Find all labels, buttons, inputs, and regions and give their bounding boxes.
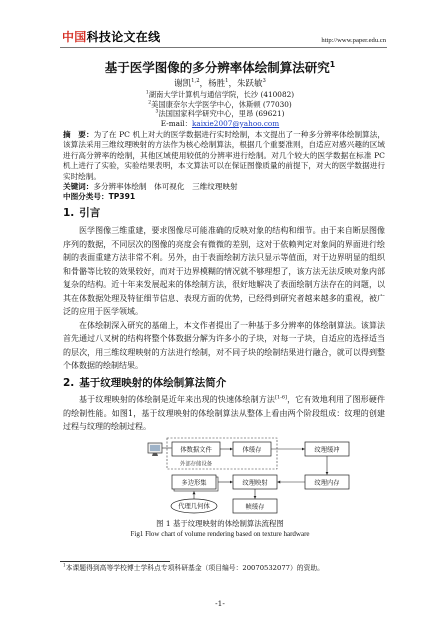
author-list	[0, 79, 440, 90]
author-name: 朱跃敏	[236, 79, 263, 89]
section-number: 1.	[63, 207, 75, 219]
affiliation-line	[0, 90, 440, 100]
abstract-label: 摘 要：	[63, 130, 94, 139]
affiliation-text: 湖南大学计算机与通信学院，长沙 (410082)	[148, 90, 295, 99]
footnote-marker: 1	[63, 562, 66, 568]
section-title: 引言	[79, 207, 101, 219]
author-affiliation-marker: 1	[225, 78, 229, 85]
section-body-texture-rendering	[63, 393, 385, 435]
section-body-introduction	[63, 224, 385, 374]
logo-red-text: 中国	[62, 30, 87, 44]
abstract-block	[63, 130, 385, 204]
author-separator: ，	[228, 79, 237, 89]
paper-title-text: 基于医学图像的多分辨率体绘制算法研究	[104, 60, 330, 75]
title-footnote-marker: 1	[329, 59, 336, 69]
node-label-volume-file: 体数据文件	[180, 446, 212, 454]
logo-black-text: 科技论文在线	[86, 30, 161, 44]
email-link[interactable]: kaixie2007@yahoo.com	[191, 118, 280, 128]
author-separator: ，	[199, 79, 209, 89]
page-number: -1-	[215, 599, 225, 608]
footnote	[63, 564, 385, 573]
node-label-frame-buffer: 帧缓存	[245, 503, 265, 511]
keywords-label: 关键词：	[63, 182, 94, 192]
paragraph: 在体绘制深入研究的基础上，本文作者提出了一种基于多分辨率的体绘制算法。该算法首先通过八叉树的结构将整个体数据分解为许多小的子块，对每一子块，自适应的选择适当的层次，用三维纹理映射的方法进行绘制，对不同子块的绘制结果进行融合，就可以得到整个体数据的绘制结果。	[63, 320, 385, 370]
abstract-text: 为了在 PC 机上对大的医学数据进行实时绘制，本文提出了一种多分辨率体绘制算法，该算法采用三维纹理映射的方法作为核心绘制算法，根据几个重要准则，自适应对感兴趣的区域进行高分辨率的绘制，其他区域使用较低的分辨率进行绘制。对几个较大的医学数据在标准 PC 机上进行了实验，实验结果表明，本文算法可以在保证图像质量的前提下，对大的医学数据进行实时绘制。	[63, 130, 385, 181]
computer-icon	[148, 443, 162, 456]
footnote-text: 本课题得到高等学校博士学科点专项科研基金（项目编号：20070532077）的资助。	[65, 564, 324, 572]
paragraph-text: 基于纹理映射的体绘制是近年来出现的快速体绘制方法	[79, 395, 276, 404]
paragraph: 医学图像三维重建，要求图像尽可能准确的反映对象的结构和细节。由于来自断层图像序列的数据，不同层次的图像的亮度会有微微的差别，这对于依赖判定对象间的界面进行绘制的表面重建方法非常不利。另外，由于表面绘制方法只显示等值面，对于边界明显的组织和骨骼等比较的效果较好，而对于边界模糊的情况就不够理想了，该方法无法反映对象内部复杂的结构。近十年来发展起来的体绘制方法，很好地解决了表面绘制方法存在的问题，以其在体数据处理及特征细节信息、表现方面的优势，已经得到研究者越来越多的重视，被广泛的应用于医学领域。	[63, 226, 385, 316]
journal-logo	[62, 30, 160, 45]
affiliation-text: 美国康奈尔大学医学中心，休斯顿 (77030)	[151, 99, 292, 109]
clc-label: 中图分类号：	[63, 192, 109, 202]
paper-title	[0, 60, 440, 76]
clc-code: TP391	[108, 192, 136, 202]
node-label-texture-mapping: 纹理映射	[242, 479, 268, 487]
node-label-texture-memory: 纹理内存	[314, 479, 340, 487]
node-label-polygon-set: 多边形集	[181, 479, 207, 487]
keywords-text: 多分辨率体绘制 体可视化 三维纹理映射	[93, 182, 238, 192]
paragraph-text: ，它有效地利用了图形硬件的绘制性能。如图1，基于纹理映射的体绘制算法从整体上看由两个阶段组成：纹理的创建过程与纹理的绘制过程。	[63, 395, 385, 431]
author-affiliation-marker: 3	[262, 78, 266, 85]
affiliation-marker: 1	[145, 90, 149, 96]
monitor-screen	[150, 445, 160, 451]
node-label-texture-buffer: 纹理缓冲	[314, 446, 340, 454]
flowchart-figure	[145, 437, 355, 517]
abstract-paragraph	[63, 130, 385, 182]
section-title: 基于纹理映射的体绘制算法简介	[79, 377, 227, 389]
section-heading-introduction	[63, 206, 100, 220]
paragraph	[63, 393, 385, 434]
figure-caption-english: Fig1 Flow chart of volume rendering based on texture hardware	[130, 530, 310, 538]
footnote-divider	[60, 561, 170, 562]
header-url: http://www.paper.edu.cn	[321, 37, 386, 44]
citation-marker: [1-6]	[275, 394, 287, 401]
author-affiliation-marker: 1,2	[191, 78, 200, 85]
affiliation-list	[0, 90, 440, 128]
affiliation-line	[0, 109, 440, 119]
group-label-storage: 外部存储设备	[179, 461, 213, 468]
section-heading-texture-rendering	[63, 376, 226, 390]
node-label-proxy-geometry: 代理几何体	[178, 503, 210, 511]
section-number: 2.	[63, 377, 75, 389]
node-label-volume-cache: 体缓存	[242, 446, 262, 454]
figure-caption-chinese: 图 1 基于纹理映射的体绘制算法流程图	[156, 519, 284, 528]
affiliation-marker: 3	[155, 109, 159, 115]
email-line	[0, 119, 440, 129]
affiliation-marker: 2	[148, 100, 152, 106]
email-label: E-mail：	[160, 118, 192, 128]
affiliation-text: 法国国家科学研究中心，里昂 (69621)	[158, 109, 285, 119]
author-name: 杨胜	[208, 79, 226, 89]
monitor-stand	[152, 453, 158, 456]
author-name: 谢凯	[174, 79, 192, 89]
keywords-line	[63, 182, 385, 192]
affiliation-line	[0, 100, 440, 110]
header-divider	[60, 47, 387, 48]
clc-line	[63, 192, 385, 202]
